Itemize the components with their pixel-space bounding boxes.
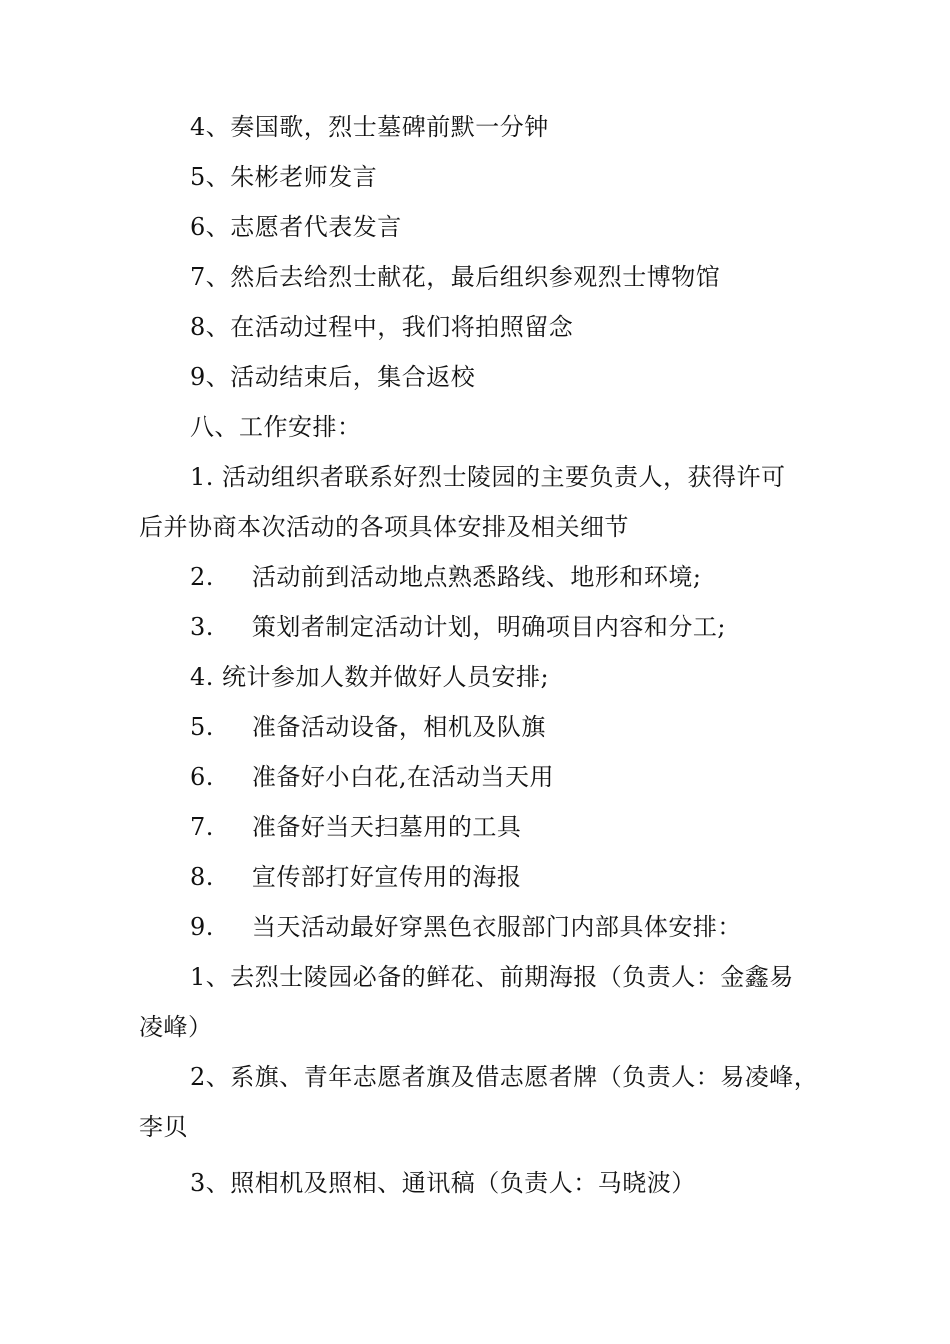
work-item-5-number: 5. [190, 713, 214, 741]
work-item-3-number: 3. [190, 613, 214, 641]
schedule-item-4: 4、奏国歌，烈士墓碑前默一分钟 [190, 113, 549, 141]
work-item-3-text: 策划者制定活动计划，明确项目内容和分工; [251, 613, 726, 641]
work-item-8-number: 8. [190, 863, 214, 891]
schedule-item-6: 6、志愿者代表发言 [190, 213, 402, 241]
work-item-6 [190, 762, 554, 792]
schedule-item-8: 8、在活动过程中，我们将拍照留念 [190, 313, 574, 341]
work-item-7 [190, 812, 521, 842]
work-item-7-text: 准备好当天扫墓用的工具 [251, 813, 522, 841]
work-item-1-line-2: 后并协商本次活动的各项具体安排及相关细节 [139, 513, 629, 541]
dept-item-2-line-1: 2、系旗、青年志愿者旗及借志愿者牌（负责人：易凌峰， [190, 1063, 819, 1091]
work-item-6-text: 准备好小白花,在活动当天用 [251, 763, 555, 791]
section-heading-work-arrangement: 八、工作安排： [190, 413, 362, 441]
schedule-item-9: 9、活动结束后，集合返校 [190, 363, 476, 391]
work-item-5-text: 准备活动设备，相机及队旗 [251, 713, 546, 741]
work-item-2-text: 活动前到活动地点熟悉路线、地形和环境; [251, 563, 702, 591]
work-item-9-number: 9. [190, 913, 214, 941]
schedule-item-5: 5、朱彬老师发言 [190, 163, 378, 191]
work-item-4: 4. 统计参加人数并做好人员安排; [190, 663, 550, 691]
dept-item-3: 3、照相机及照相、通讯稿（负责人：马晓波） [190, 1169, 696, 1197]
schedule-item-7: 7、然后去给烈士献花，最后组织参观烈士博物馆 [190, 263, 721, 291]
work-item-2-number: 2. [190, 563, 214, 591]
work-item-2 [190, 562, 702, 592]
dept-item-1-line-1: 1、去烈士陵园必备的鲜花、前期海报（负责人：金鑫易 [190, 963, 794, 991]
work-item-3 [190, 612, 726, 642]
work-item-1-line-1: 1. 活动组织者联系好烈士陵园的主要负责人，获得许可 [190, 463, 786, 491]
work-item-8 [190, 862, 521, 892]
work-item-8-text: 宣传部打好宣传用的海报 [251, 863, 522, 891]
work-item-9-text: 当天活动最好穿黑色衣服部门内部具体安排： [251, 913, 742, 941]
dept-item-2-line-2: 李贝 [139, 1113, 188, 1141]
work-item-6-number: 6. [190, 763, 214, 791]
work-item-5 [190, 712, 546, 742]
dept-item-1-line-2: 凌峰） [139, 1013, 213, 1041]
work-item-7-number: 7. [190, 813, 214, 841]
work-item-9 [190, 912, 742, 942]
